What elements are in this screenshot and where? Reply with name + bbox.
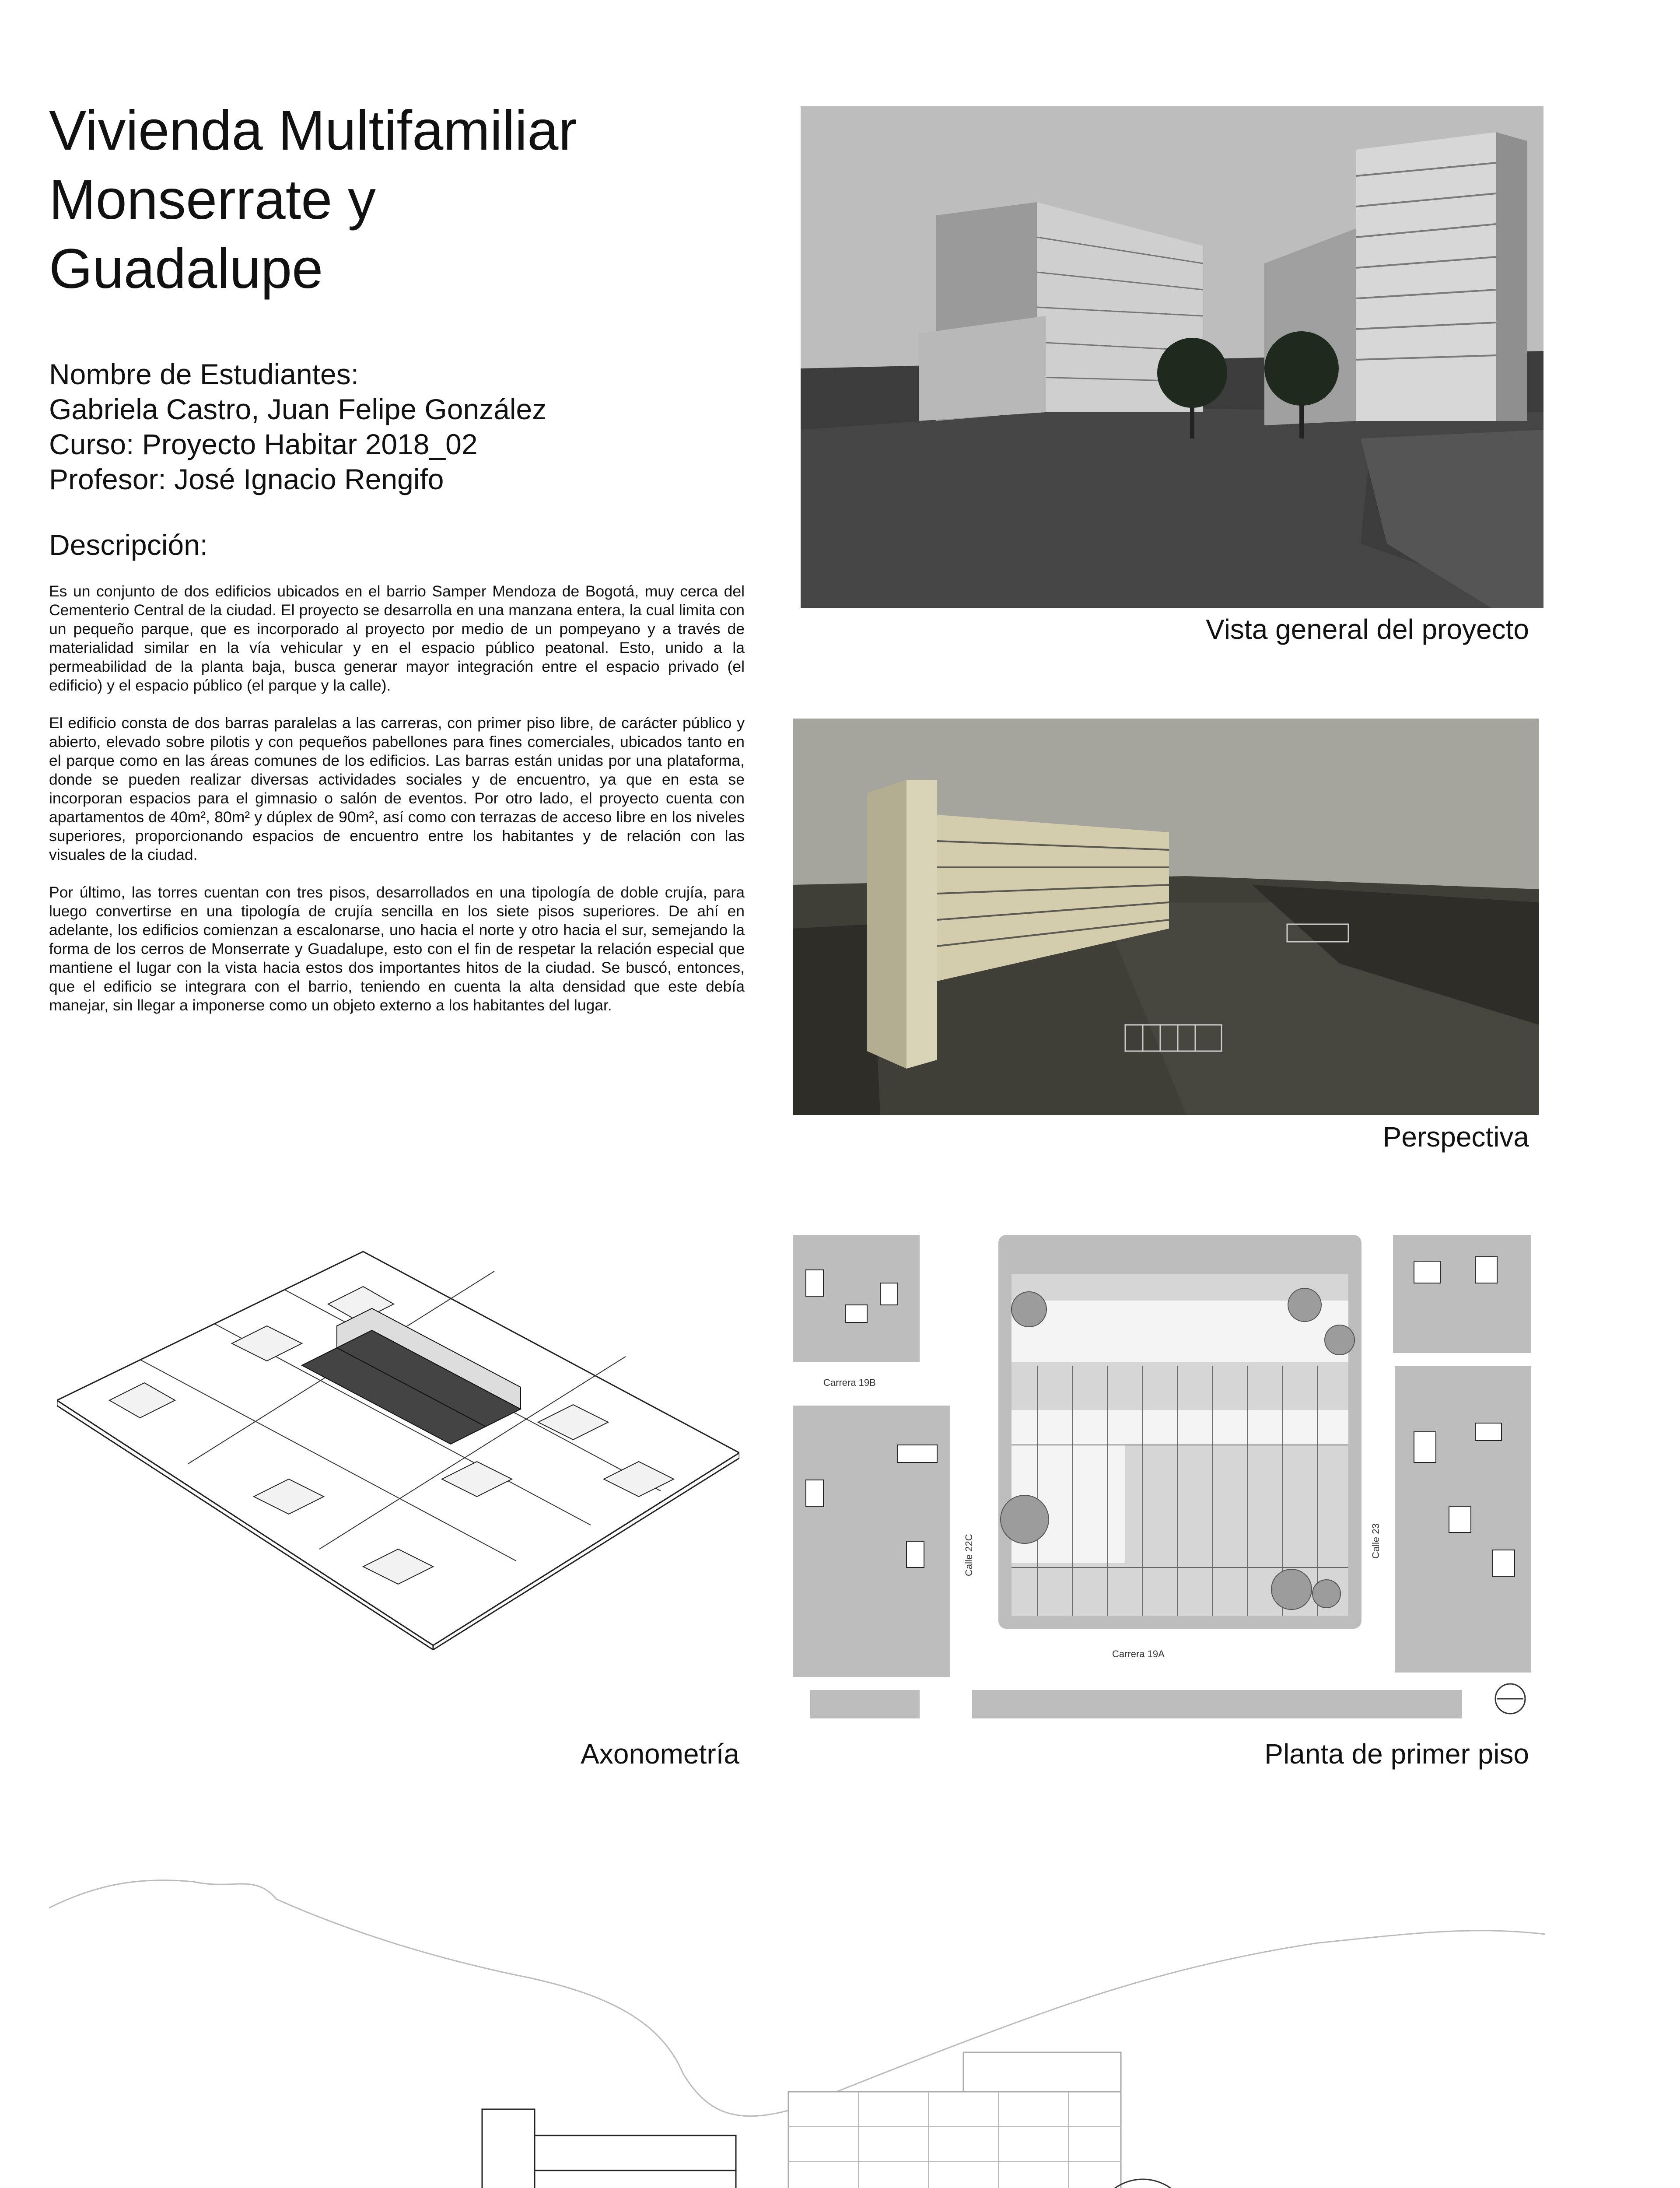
description-body [49,582,745,1034]
caption-vista: Vista general del proyecto [1206,614,1529,645]
drawing-fachada [49,1864,1545,2188]
description-paragraph-2: El edificio consta de dos barras paralelas a las carreras, con primer piso libre, de carácter público y abierto, elevado sobre pilotis y con pequeños pabellones para fines comerciales, ubicados tanto en el parque como en las áreas comunes de los edificios. Las barras están unidas por una plataforma, donde se pueden realizar diversas actividades sociales y de encuentro, ya que en esta se incorporan espacios para el gimnasio o salón de eventos. Por otro lado, el proyecto cuenta con apartamentos de 40m², 80m² y dúplex de 90m², así como con terrazas de acceso libre en los niveles superiores, proporcionando espacios de encuentro entre los habitantes y de relación con las visuales de la ciudad. [49,714,745,863]
label-calle-23: Calle 23 [1370,1523,1381,1559]
project-title [49,96,749,304]
title-line-2: Monserrate y [49,168,376,231]
description-heading: Descripción: [49,529,208,561]
drawing-axonometria [57,1234,739,1650]
professor: Profesor: José Ignacio Rengifo [49,463,444,495]
title-line-3: Guadalupe [49,238,323,300]
project-info [49,357,793,497]
drawing-planta-primer-piso [793,1235,1531,1718]
title-line-1: Vivienda Multifamiliar [49,99,577,162]
caption-perspectiva: Perspectiva [1382,1121,1529,1153]
label-carrera-19a: Carrera 19A [1112,1648,1165,1659]
caption-axonometria: Axonometría [581,1738,739,1770]
description-paragraph-1: Es un conjunto de dos edificios ubicados en el barrio Samper Mendoza de Bogotá, muy cerca del Cementerio Central de la ciudad. El proyecto se desarrolla en una manzana entera, la cual limita con un pequeño parque, que es incorporado al proyecto por medio de un pompeyano y a través de materialidad similar en la vía vehicular y en el espacio público peatonal. Esto, unido a la permeabilidad de la planta baja, busca generar mayor integración entre el espacio privado (el edificio) y el espacio público (el parque y la calle). [49,582,745,694]
render-perspectiva [793,719,1539,1115]
north-arrow-icon [1495,1684,1525,1714]
render-vista-general [801,106,1544,608]
students-names: Gabriela Castro, Juan Felipe González [49,393,547,425]
description-paragraph-3: Por último, las torres cuentan con tres pisos, desarrollados en una tipología de doble crujía, para luego convertirse en una tipología de crujía sencilla en los siete pisos superiores. De ahí en adelante, los edificios comienzan a escalonarse, uno hacia el norte y otro hacia el sur, semejando la forma de los cerros de Monserrate y Guadalupe, esto con el fin de respetar la relación especial que mantiene el lugar con la vista hacia estos dos importantes hitos de la ciudad. Se buscó, entonces, que el edificio se integrara con el barrio, teniendo en cuenta la alta densidad que este debía manejar, sin llegar a imponerse como un objeto externo a los habitantes del lugar. [49,884,745,1014]
caption-planta: Planta de primer piso [1264,1738,1529,1770]
course: Curso: Proyecto Habitar 2018_02 [49,428,478,460]
students-label: Nombre de Estudiantes: [49,358,359,390]
label-carrera-19b: Carrera 19B [823,1377,876,1388]
label-calle-22c: Calle 22C [963,1534,974,1576]
